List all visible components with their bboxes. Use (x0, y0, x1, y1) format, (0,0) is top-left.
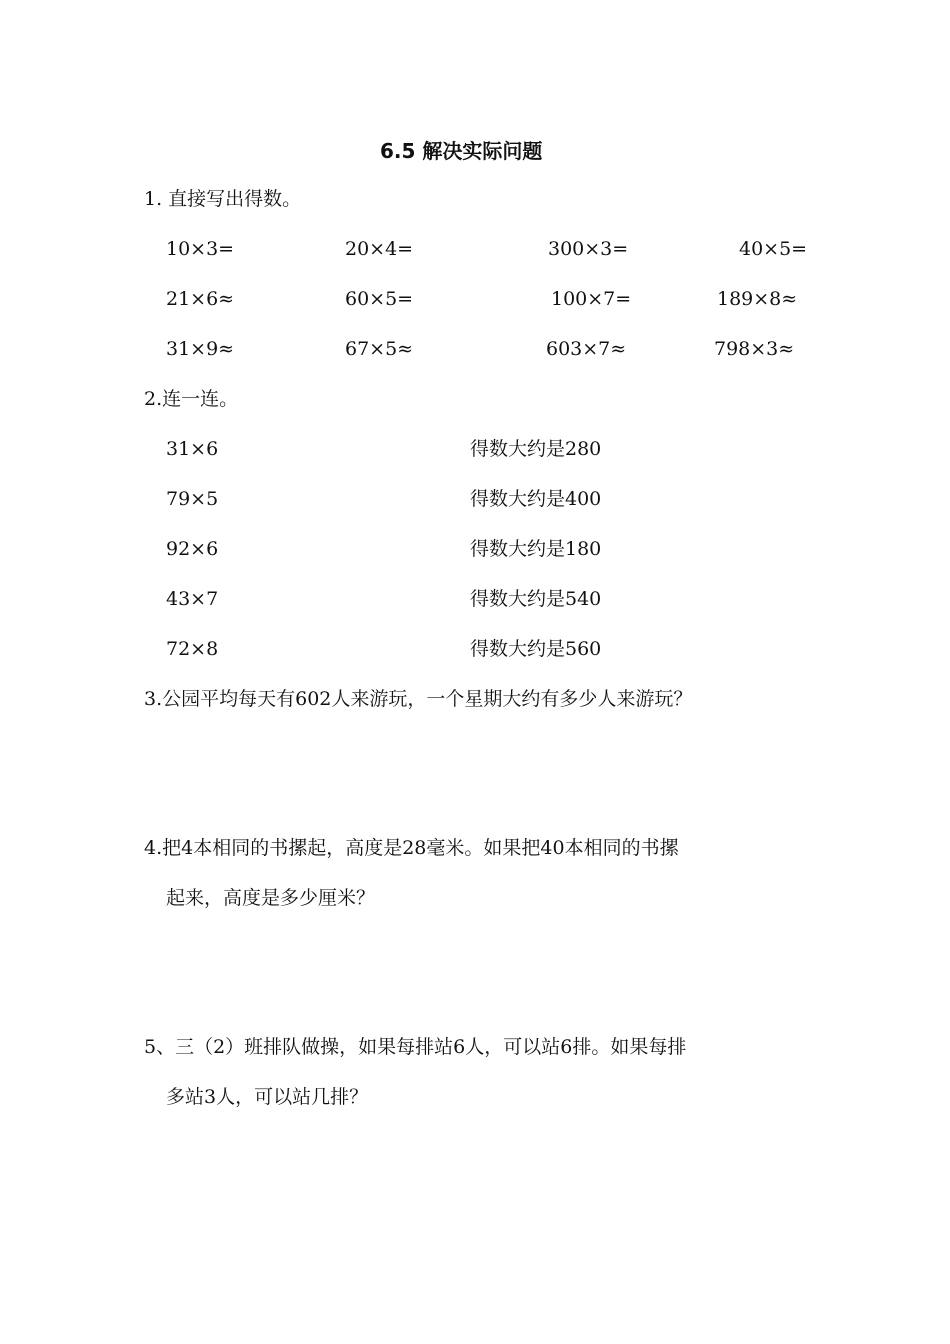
q1-label: 1. 直接写出得数。 (144, 188, 302, 210)
q1-item: 798×3≈ (714, 338, 795, 360)
q1-item: 603×7≈ (546, 338, 627, 360)
q2-left-item: 92×6 (166, 538, 219, 560)
q2-right-item: 得数大约是280 (470, 438, 602, 460)
q1-item: 67×5≈ (345, 338, 414, 360)
q2-label: 2.连一连。 (144, 388, 239, 410)
q1-item: 31×9≈ (166, 338, 235, 360)
q1-item: 300×3= (548, 238, 629, 260)
q2-right-item: 得数大约是180 (470, 538, 602, 560)
q1-item: 10×3= (166, 238, 235, 260)
page-title: 6.5 解决实际问题 (380, 139, 543, 163)
q2-left-item: 72×8 (166, 638, 219, 660)
q1-item: 189×8≈ (717, 288, 798, 310)
q1-item: 20×4= (345, 238, 414, 260)
q4-line2: 起来，高度是多少厘米？ (166, 887, 376, 909)
q2-left-item: 31×6 (166, 438, 219, 460)
q2-right-item: 得数大约是400 (470, 488, 602, 510)
q2-right-item: 得数大约是560 (470, 638, 602, 660)
q4-line1: 4.把4本相同的书摞起，高度是28毫米。如果把40本相同的书摞 (144, 837, 679, 859)
q5-line1: 5、三（2）班排队做操，如果每排站6人，可以站6排。如果每排 (144, 1036, 687, 1058)
q2-left-item: 43×7 (166, 588, 219, 610)
q2-left-item: 79×5 (166, 488, 219, 510)
q5-line2: 多站3人，可以站几排？ (166, 1086, 369, 1108)
q1-item: 40×5= (739, 238, 808, 260)
q3-text: 3.公园平均每天有602人来游玩，一个星期大约有多少人来游玩？ (144, 688, 693, 710)
q1-item: 60×5= (345, 288, 414, 310)
q2-right-item: 得数大约是540 (470, 588, 602, 610)
q1-item: 21×6≈ (166, 288, 235, 310)
q1-item: 100×7= (551, 288, 632, 310)
